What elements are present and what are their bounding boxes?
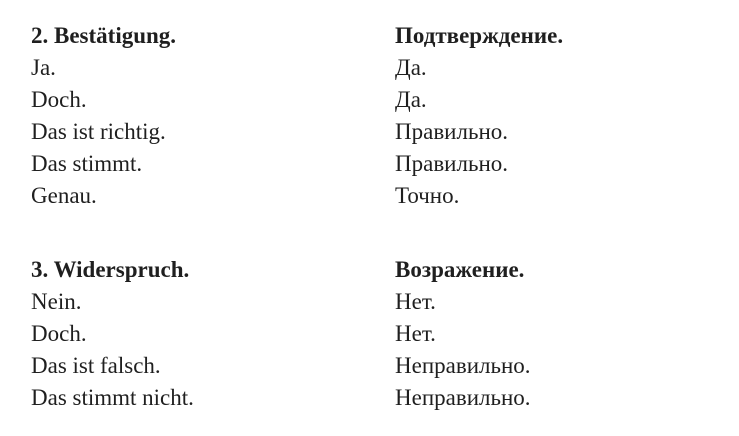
section-heading-row (0, 20, 739, 52)
phrase-german: Genau. (31, 183, 97, 208)
section-confirmation (0, 20, 739, 212)
section-contradiction (0, 254, 739, 414)
phrase-german: Das stimmt nicht. (31, 385, 194, 410)
phrase-row (0, 116, 739, 148)
phrase-russian: Да. (395, 87, 427, 112)
phrase-russian: Неправильно. (395, 353, 531, 378)
phrase-german: Doch. (31, 87, 87, 112)
phrase-row (0, 350, 739, 382)
phrase-russian: Правильно. (395, 151, 509, 176)
phrase-russian: Точно. (395, 183, 460, 208)
phrase-row (0, 84, 739, 116)
phrase-german: Das ist falsch. (31, 353, 161, 378)
phrase-german: Ja. (31, 55, 56, 80)
phrase-german: Das stimmt. (31, 151, 143, 176)
phrase-row (0, 148, 739, 180)
phrase-german: Doch. (31, 321, 87, 346)
phrase-row (0, 318, 739, 350)
section-heading-german: 3. Widerspruch. (31, 257, 190, 282)
section-heading-russian: Подтверждение. (395, 23, 564, 48)
section-heading-german: 2. Bestätigung. (31, 23, 177, 48)
phrase-row (0, 382, 739, 414)
phrase-russian: Да. (395, 55, 427, 80)
phrase-russian: Нет. (395, 289, 436, 314)
phrase-row (0, 180, 739, 212)
phrase-row (0, 52, 739, 84)
section-heading-russian: Возражение. (395, 257, 525, 282)
phrase-german: Das ist richtig. (31, 119, 166, 144)
phrase-russian: Неправильно. (395, 385, 531, 410)
phrase-row (0, 286, 739, 318)
phrase-russian: Нет. (395, 321, 436, 346)
section-heading-row (0, 254, 739, 286)
phrase-german: Nein. (31, 289, 82, 314)
phrase-russian: Правильно. (395, 119, 509, 144)
